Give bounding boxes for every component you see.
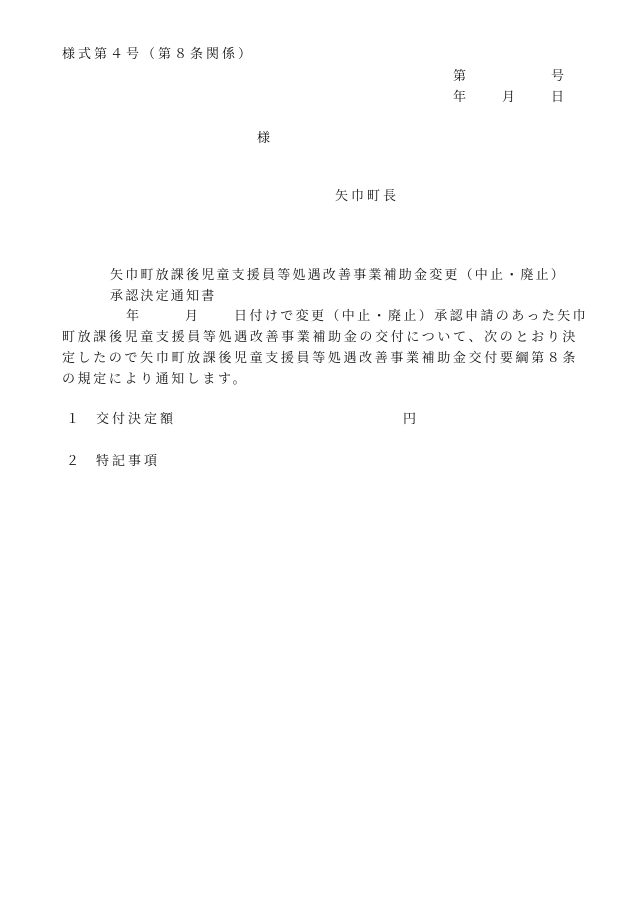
addressee-suffix: 様 xyxy=(257,131,271,146)
body-line3: 定したので矢巾町放課後児童支援員等処遇改善事業補助金交付要綱第８条 xyxy=(62,351,578,366)
amount-unit: 円 xyxy=(403,412,417,427)
body-date-month: 月 xyxy=(185,309,199,324)
body-date-year: 年 xyxy=(126,309,140,324)
item-label-amount: 交付決定額 xyxy=(96,412,177,427)
date-month: 月 xyxy=(502,90,516,105)
date-year: 年 xyxy=(453,90,467,105)
item-number: １ xyxy=(66,412,80,427)
doc-number-prefix: 第 xyxy=(453,69,467,84)
body-line4: の規定により通知します。 xyxy=(62,372,249,387)
body-line2: 町放課後児童支援員等処遇改善事業補助金の交付について、次のとおり決 xyxy=(62,330,578,345)
item-label-remarks: 特記事項 xyxy=(96,454,161,469)
doc-number-suffix: 号 xyxy=(551,69,565,84)
issuer: 矢巾町長 xyxy=(335,189,400,204)
document-title-line2: 承認決定通知書 xyxy=(110,289,217,304)
document-title-line1: 矢巾町放課後児童支援員等処遇改善事業補助金変更（中止・廃止） xyxy=(110,268,567,283)
date-day: 日 xyxy=(551,90,565,105)
form-label: 様式第４号（第８条関係） xyxy=(62,47,255,62)
body-line1-rest: 日付けで変更（中止・廃止）承認申請のあった矢巾 xyxy=(234,309,589,324)
item-number: ２ xyxy=(66,454,80,469)
